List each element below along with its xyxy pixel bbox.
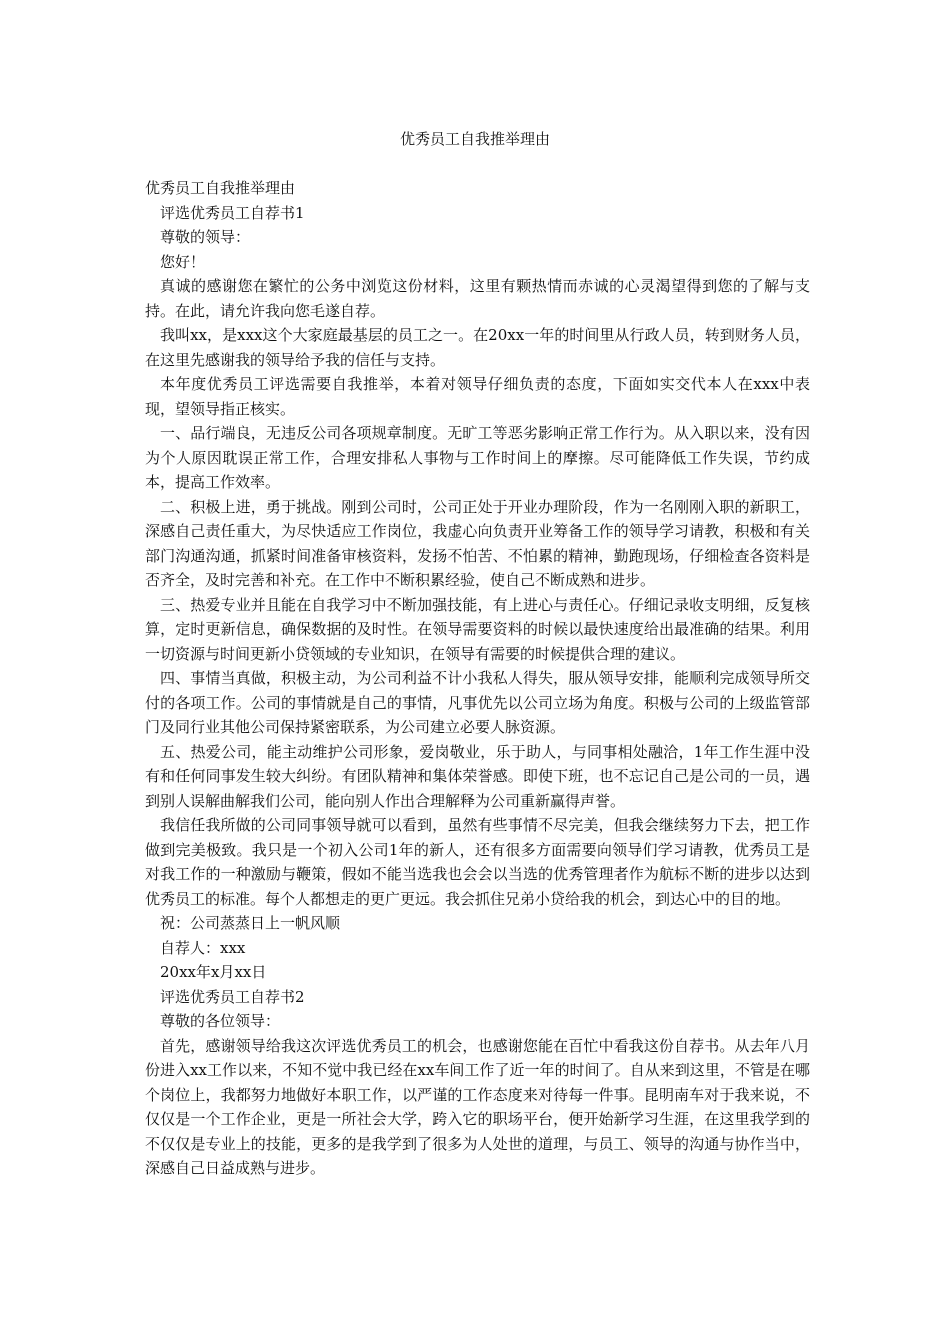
signature: 自荐人：xxx bbox=[160, 938, 246, 957]
paragraph-heading: 优秀员工自我推举理由 bbox=[145, 179, 296, 197]
greeting: 您好！ bbox=[160, 252, 206, 271]
document-title: 优秀员工自我推举理由 bbox=[399, 130, 550, 148]
salutation-2: 尊敬的各位领导： bbox=[160, 1012, 281, 1030]
closing-wish: 祝：公司蒸蒸日上一帆风顺 bbox=[160, 914, 341, 932]
paragraph-self-intro: 我叫xx，是xxx这个大家庭最基层的员工之一。在20xx一年的时间里从行政人员，转到财务人员，在这里先感谢我的领导给予我的信任与支持。 bbox=[145, 326, 810, 369]
paragraph-purpose: 本年度优秀员工评选需要自我推举，本着对领导仔细负责的态度，下面如实交代本人在xxx中表现，望领导指正核实。 bbox=[145, 375, 810, 418]
paragraph-point-3: 三、热爱专业并且能在自我学习中不断加强技能，有上进心与责任心。仔细记录收支明细，反复核算，定时更新信息，确保数据的及时性。在领导需要资料的时候以最快速度给出最准确的结果。利用一切资源与时间更新小贷领域的专业知识，在领导有需要的时候提供合理的建议。 bbox=[145, 595, 810, 663]
paragraph-point-1: 一、品行端良，无违反公司各项规章制度。无旷工等恶劣影响正常工作行为。从入职以来，没有因为个人原因耽误正常工作，合理安排私人事物与工作时间上的摩擦。尽可能降低工作失误，节约成本，提高工作效率。 bbox=[145, 424, 810, 491]
paragraph-point-4: 四、事情当真做，积极主动，为公司利益不计小我私人得失，服从领导安排，能顺利完成领导所交付的各项工作。公司的事情就是自己的事情，凡事优先以公司立场为角度。积极与公司的上级监管部门及同行业其他公司保持紧密联系，为公司建立必要人脉资源。 bbox=[145, 669, 810, 736]
paragraph-point-5: 五、热爱公司，能主动维护公司形象，爱岗敬业，乐于助人，与同事相处融洽，1年工作生涯中没有和任何同事发生较大纠纷。有团队精神和集体荣誉感。即使下班，也不忘记自己是公司的一员，遇到别人误解曲解我们公司，能向别人作出合理解释为公司重新赢得声誉。 bbox=[145, 742, 810, 810]
paragraph-point-2: 二、积极上进，勇于挑战。刚到公司时，公司正处于开业办理阶段，作为一名刚刚入职的新职工，深感自己责任重大，为尽快适应工作岗位，我虚心向负责开业筹备工作的领导学习请教，积极和有关部门沟通沟通，抓紧时间准备审核资料，发扬不怕苦、不怕累的精神，勤跑现场，仔细检查各资料是否齐全，及时完善和补充。在工作中不断积累经验，使自己不断成熟和进步。 bbox=[145, 497, 810, 589]
paragraph-body-2: 首先，感谢领导给我这次评选优秀员工的机会，也感谢您能在百忙中看我这份自荐书。从去年八月份进入xx工作以来，不知不觉中我已经在xx车间工作了近一年的时间了。自从来到这里，不管是在哪个岗位上，我都努力地做好本职工作，以严谨的工作态度来对待每一件事。昆明南车对于我来说，不仅仅是一个工作企业，更是一所社会大学，跨入它的职场平台，便开始新学习生涯，在这里我学到的不仅仅是专业上的技能，更多的是我学到了很多为人处世的道理，与员工、领导的沟通与协作当中，深感自己日益成熟与进步。 bbox=[145, 1036, 810, 1177]
section-title-1: 评选优秀员工自荐书1 bbox=[160, 203, 305, 222]
salutation: 尊敬的领导： bbox=[160, 228, 251, 246]
section-title-2: 评选优秀员工自荐书2 bbox=[160, 987, 305, 1006]
paragraph-conclusion: 我信任我所做的公司同事领导就可以看到，虽然有些事情不尽完美，但我会继续努力下去，把工作做到完美极致。我只是一个初入公司1年的新人，还有很多方面需要向领导们学习请教，优秀员工是对我工作的一种激励与鞭策，假如不能当选我也会会以当选的优秀管理者作为航标不断的进步以达到优秀员工的标准。每个人都想走的更广更远。我会抓住兄弟小贷给我的机会，到达心中的目的地。 bbox=[145, 816, 810, 908]
date: 20xx年x月xx日 bbox=[160, 963, 267, 981]
paragraph-intro: 真诚的感谢您在繁忙的公务中浏览这份材料，这里有颗热情而赤诚的心灵渴望得到您的了解与支持。在此，请允许我向您毛遂自荐。 bbox=[145, 277, 810, 320]
document-body bbox=[145, 176, 810, 1181]
